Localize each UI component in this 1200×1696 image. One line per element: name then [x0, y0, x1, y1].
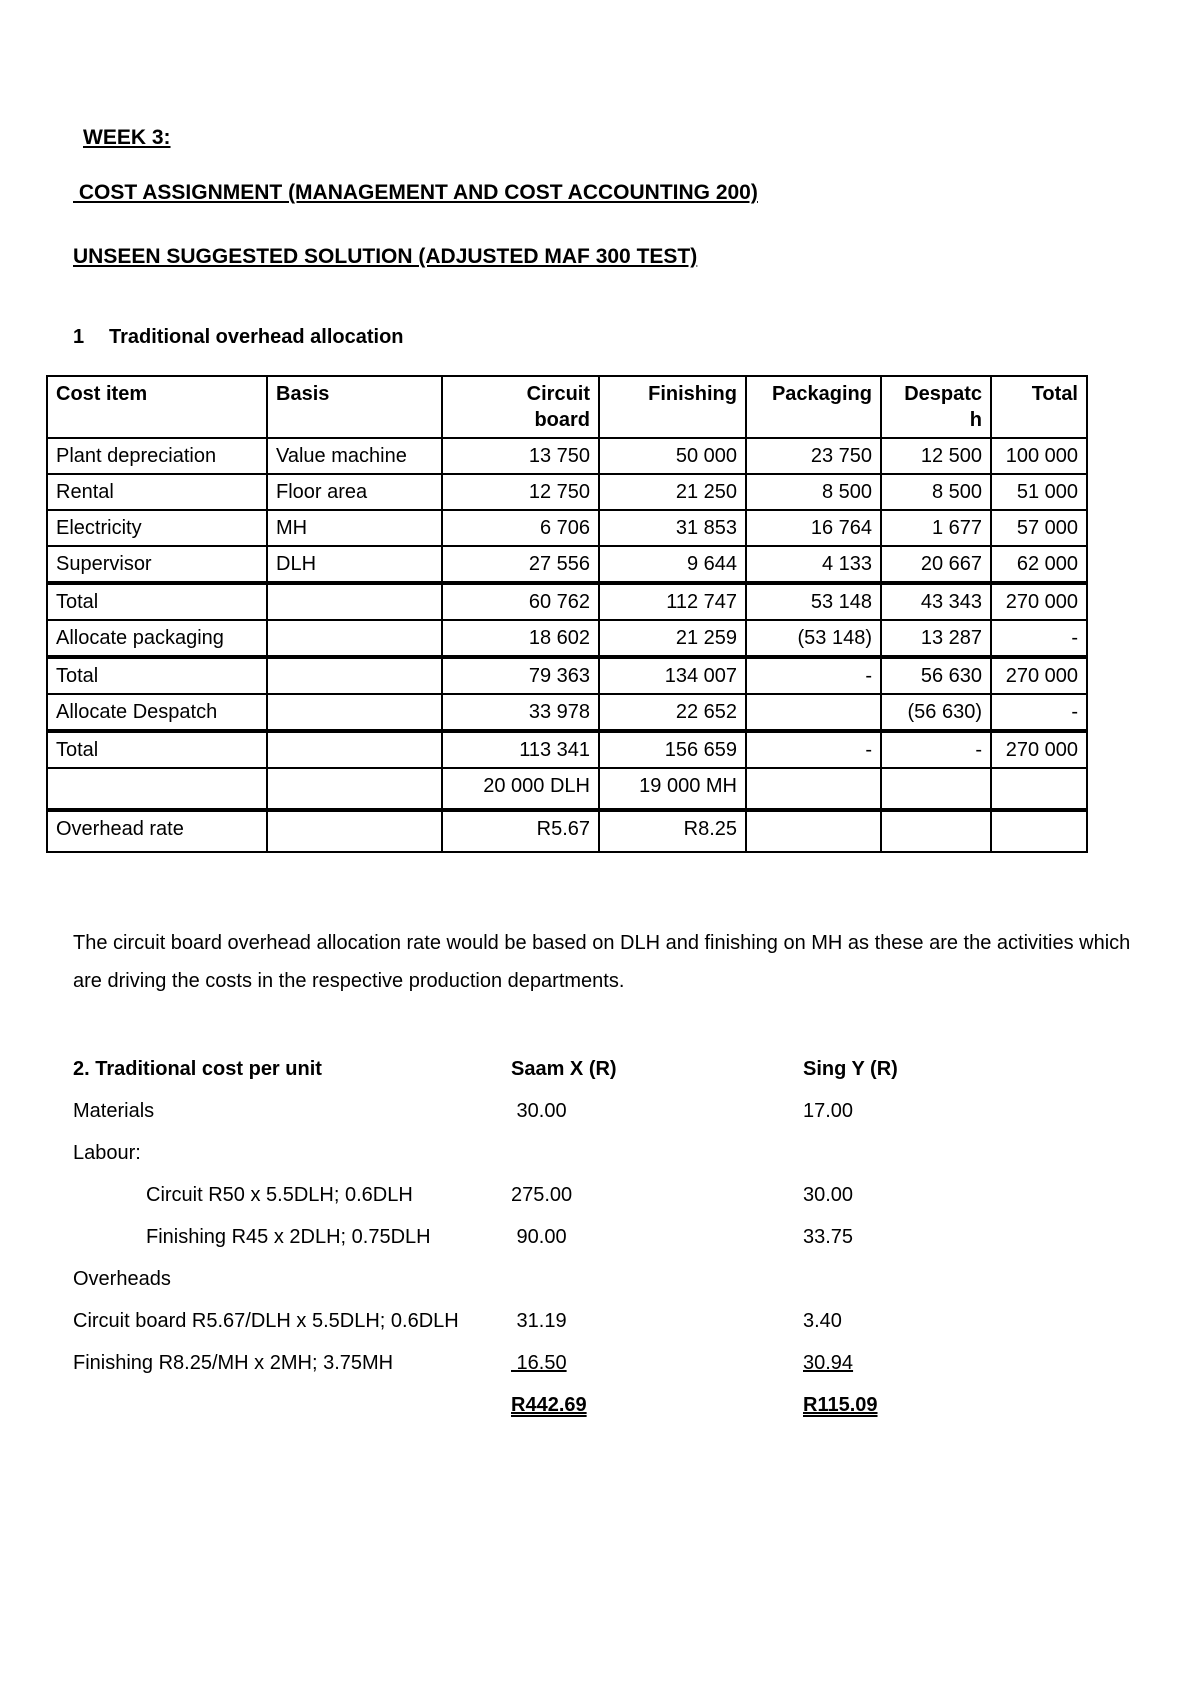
cell-despatch: 13 287: [881, 620, 991, 657]
cell-despatch: 56 630: [881, 657, 991, 694]
cell-total: 270 000: [991, 731, 1087, 768]
cost-row: [73, 1097, 1133, 1139]
cell-circuit-board: 27 556: [442, 546, 599, 583]
cell-basis: Floor area: [267, 474, 442, 510]
cell-despatch: (56 630): [881, 694, 991, 731]
cell-cost-item: [47, 768, 267, 810]
saam-x-column-header: Saam X (R): [511, 1058, 617, 1080]
cell-finishing: 156 659: [599, 731, 746, 768]
sing-y-value: 17.00: [803, 1100, 854, 1122]
section2-title: 2. Traditional cost per unit: [73, 1058, 322, 1080]
cell-despatch: 12 500: [881, 438, 991, 474]
cell-circuit-board: 33 978: [442, 694, 599, 731]
cell-finishing: 22 652: [599, 694, 746, 731]
cost-row: [73, 1181, 1133, 1223]
sing-y-value: 30.94: [803, 1352, 854, 1374]
cell-finishing: 50 000: [599, 438, 746, 474]
allocation-explanation: The circuit board overhead allocation rate would be based on DLH and finishing on MH as these are the activities which are driving the costs in the respective production departments.: [73, 932, 1131, 992]
table-row: [47, 768, 1087, 810]
solution-heading: UNSEEN SUGGESTED SOLUTION (ADJUSTED MAF 300 TEST): [73, 245, 698, 268]
cell-total: 57 000: [991, 510, 1087, 546]
cell-finishing: 112 747: [599, 583, 746, 620]
sing-y-value: 30.00: [803, 1184, 854, 1206]
cell-basis: [267, 768, 442, 810]
cell-circuit-board: 79 363: [442, 657, 599, 694]
section1-title: [73, 326, 404, 349]
cell-cost-item: Supervisor: [47, 546, 267, 583]
section1-title-text: Traditional overhead allocation: [109, 326, 404, 348]
cell-finishing: 134 007: [599, 657, 746, 694]
overhead-allocation-table: [46, 375, 1088, 853]
table-row: [47, 583, 1087, 620]
cell-basis: [267, 583, 442, 620]
cell-packaging: 53 148: [746, 583, 881, 620]
cell-finishing: 9 644: [599, 546, 746, 583]
cell-cost-item: Total: [47, 731, 267, 768]
cell-basis: [267, 657, 442, 694]
cell-cost-item: Allocate Despatch: [47, 694, 267, 731]
cell-circuit-board: 60 762: [442, 583, 599, 620]
cell-basis: MH: [267, 510, 442, 546]
cell-total: 51 000: [991, 474, 1087, 510]
section1-number: 1: [73, 326, 85, 348]
cost-per-unit-header: [73, 1055, 1133, 1097]
sing-y-value: 33.75: [803, 1226, 854, 1248]
table-row: [47, 657, 1087, 694]
cell-total: -: [991, 694, 1087, 731]
cell-total: 100 000: [991, 438, 1087, 474]
cell-basis: DLH: [267, 546, 442, 583]
cell-packaging: -: [746, 731, 881, 768]
cost-row-label: Finishing R8.25/MH x 2MH; 3.75MH: [73, 1352, 394, 1374]
cell-circuit-board: 113 341: [442, 731, 599, 768]
cell-total: [991, 810, 1087, 852]
cell-packaging: 23 750: [746, 438, 881, 474]
cell-basis: [267, 694, 442, 731]
cell-finishing: 21 259: [599, 620, 746, 657]
cell-cost-item: Electricity: [47, 510, 267, 546]
cell-basis: [267, 620, 442, 657]
header-basis: Basis: [267, 376, 442, 438]
cost-row: [73, 1349, 1133, 1391]
cell-despatch: 8 500: [881, 474, 991, 510]
sing-y-column-header: Sing Y (R): [803, 1058, 898, 1080]
cell-cost-item: Rental: [47, 474, 267, 510]
saam-x-value: R442.69: [511, 1394, 587, 1416]
cell-total: 270 000: [991, 583, 1087, 620]
cell-cost-item: Overhead rate: [47, 810, 267, 852]
table-row: [47, 694, 1087, 731]
cell-cost-item: Total: [47, 657, 267, 694]
header-cost-item: Cost item: [47, 376, 267, 438]
header-packaging: Packaging: [746, 376, 881, 438]
saam-x-value: 31.19: [511, 1310, 567, 1332]
cell-circuit-board: 20 000 DLH: [442, 768, 599, 810]
header-despatch: Despatc h: [881, 376, 991, 438]
saam-x-value: 30.00: [511, 1100, 567, 1122]
cost-row: [73, 1139, 1133, 1181]
cell-total: 270 000: [991, 657, 1087, 694]
week-heading: WEEK 3:: [83, 126, 171, 149]
cell-finishing: 21 250: [599, 474, 746, 510]
cell-despatch: 1 677: [881, 510, 991, 546]
cost-row-label: Materials: [73, 1100, 155, 1122]
cost-row-label: Overheads: [73, 1268, 171, 1290]
cell-basis: [267, 810, 442, 852]
cell-circuit-board: 13 750: [442, 438, 599, 474]
cost-row-label: Circuit board R5.67/DLH x 5.5DLH; 0.6DLH: [73, 1310, 459, 1332]
cost-row-label: Labour:: [73, 1142, 141, 1164]
cell-circuit-board: 12 750: [442, 474, 599, 510]
cost-row: [73, 1391, 1133, 1433]
cell-packaging: [746, 810, 881, 852]
cell-despatch: -: [881, 731, 991, 768]
cell-packaging: 4 133: [746, 546, 881, 583]
cell-packaging: 16 764: [746, 510, 881, 546]
cell-circuit-board: R5.67: [442, 810, 599, 852]
cell-packaging: -: [746, 657, 881, 694]
cost-row: [73, 1265, 1133, 1307]
cell-despatch: 43 343: [881, 583, 991, 620]
table-row: [47, 438, 1087, 474]
cell-circuit-board: 6 706: [442, 510, 599, 546]
cell-finishing: 19 000 MH: [599, 768, 746, 810]
header-circuit-board: Circuit board: [442, 376, 599, 438]
cell-packaging: [746, 768, 881, 810]
sing-y-value: R115.09: [803, 1394, 878, 1416]
cell-packaging: [746, 694, 881, 731]
table-row: [47, 620, 1087, 657]
cost-row-label: Circuit R50 x 5.5DLH; 0.6DLH: [146, 1184, 413, 1206]
cell-total: [991, 768, 1087, 810]
table-row: [47, 731, 1087, 768]
cell-basis: [267, 731, 442, 768]
cell-finishing: R8.25: [599, 810, 746, 852]
cell-packaging: 8 500: [746, 474, 881, 510]
table-row: [47, 474, 1087, 510]
table-row: [47, 810, 1087, 852]
course-heading: COST ASSIGNMENT (MANAGEMENT AND COST ACCOUNTING 200): [73, 181, 758, 204]
cost-row: [73, 1307, 1133, 1349]
cell-cost-item: Allocate packaging: [47, 620, 267, 657]
cell-despatch: [881, 768, 991, 810]
cell-finishing: 31 853: [599, 510, 746, 546]
cell-circuit-board: 18 602: [442, 620, 599, 657]
saam-x-value: 90.00: [511, 1226, 567, 1248]
table-row: [47, 546, 1087, 583]
table-row: [47, 510, 1087, 546]
cost-row: [73, 1223, 1133, 1265]
cell-despatch: 20 667: [881, 546, 991, 583]
cell-despatch: [881, 810, 991, 852]
cell-basis: Value machine: [267, 438, 442, 474]
sing-y-value: 3.40: [803, 1310, 842, 1332]
cost-per-unit-section: [73, 1055, 1133, 1433]
saam-x-value: 275.00: [511, 1184, 573, 1206]
cell-total: 62 000: [991, 546, 1087, 583]
table-header-row: [47, 376, 1087, 438]
cell-total: -: [991, 620, 1087, 657]
header-finishing: Finishing: [599, 376, 746, 438]
cell-packaging: (53 148): [746, 620, 881, 657]
header-total: Total: [991, 376, 1087, 438]
cell-cost-item: Plant depreciation: [47, 438, 267, 474]
cost-row-label: Finishing R45 x 2DLH; 0.75DLH: [146, 1226, 431, 1248]
saam-x-value: 16.50: [511, 1352, 567, 1374]
cell-cost-item: Total: [47, 583, 267, 620]
